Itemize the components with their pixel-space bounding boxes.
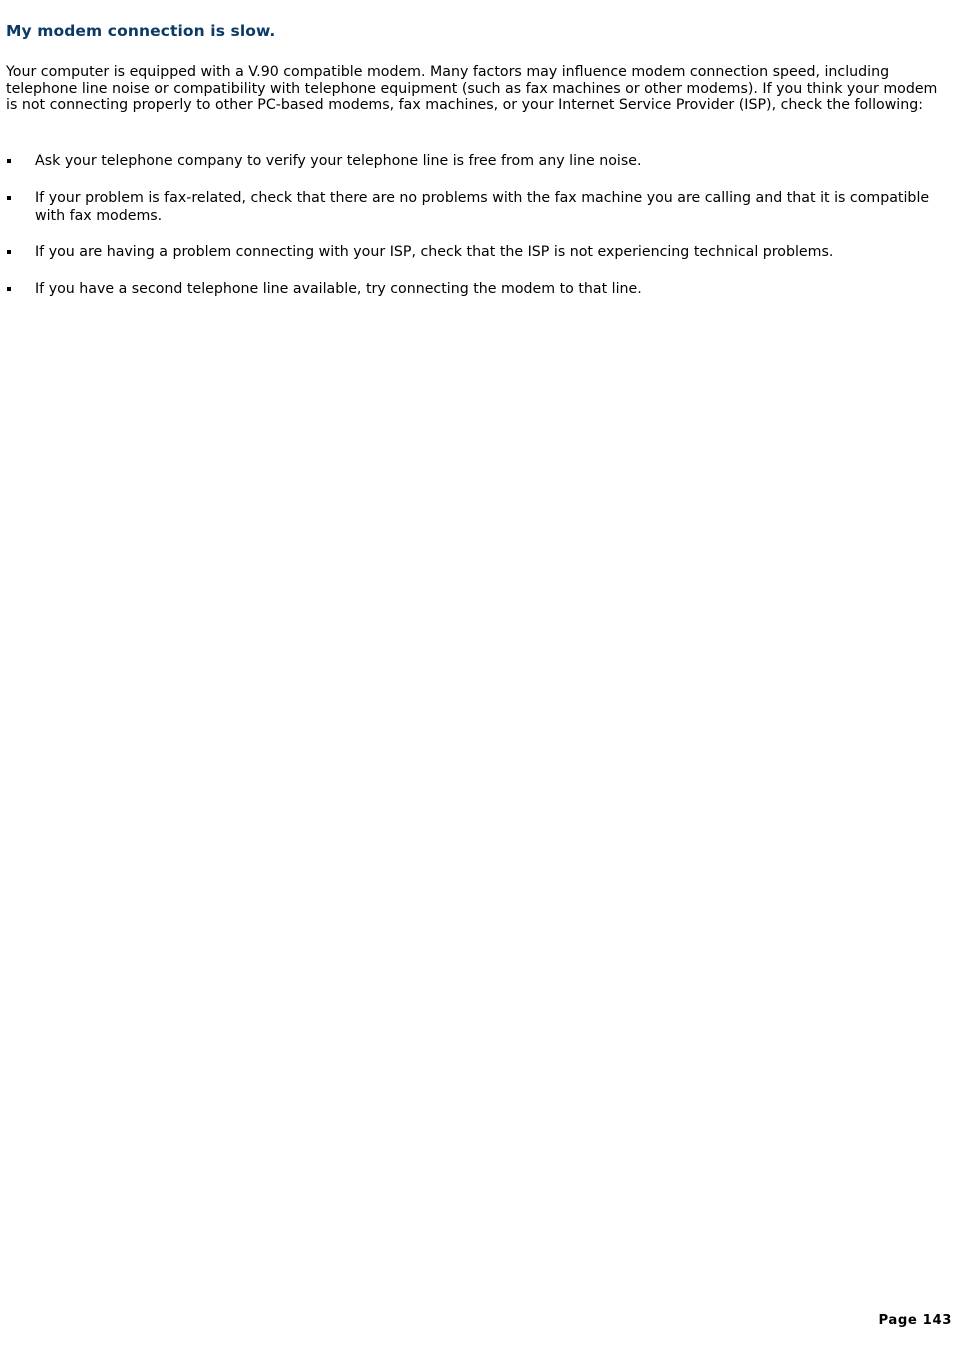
list-item [6,189,946,225]
page-title: My modem connection is slow. [6,22,276,40]
intro-paragraph: Your computer is equipped with a V.90 compatible modem. Many factors may influence modem connection speed, including telephone line noise or compatibility with telephone equipment (such as fax machines or other modems). If you think your modem is not connecting properly to other PC-based modems, fax machines, or your Internet Service Provider (ISP), check the following: [6,64,938,114]
list-item [6,280,946,298]
checklist [6,152,946,316]
list-item-text: If you have a second telephone line available, try connecting the modem to that line. [35,280,642,297]
list-item-text: If your problem is fax-related, check that there are no problems with the fax machine you are calling and that it is compatible with fax modems. [35,189,930,224]
page-number: Page 143 [878,1313,952,1328]
bullet-square-icon [7,250,11,254]
list-item-text: Ask your telephone company to verify your telephone line is free from any line noise. [35,153,642,169]
list-item [6,152,946,170]
bullet-square-icon [7,196,11,200]
bullet-square-icon [7,287,11,291]
bullet-square-icon [7,159,11,163]
list-item [6,243,946,261]
list-item-text: If you are having a problem connecting with your ISP, check that the ISP is not experiencing technical problems. [35,244,834,260]
